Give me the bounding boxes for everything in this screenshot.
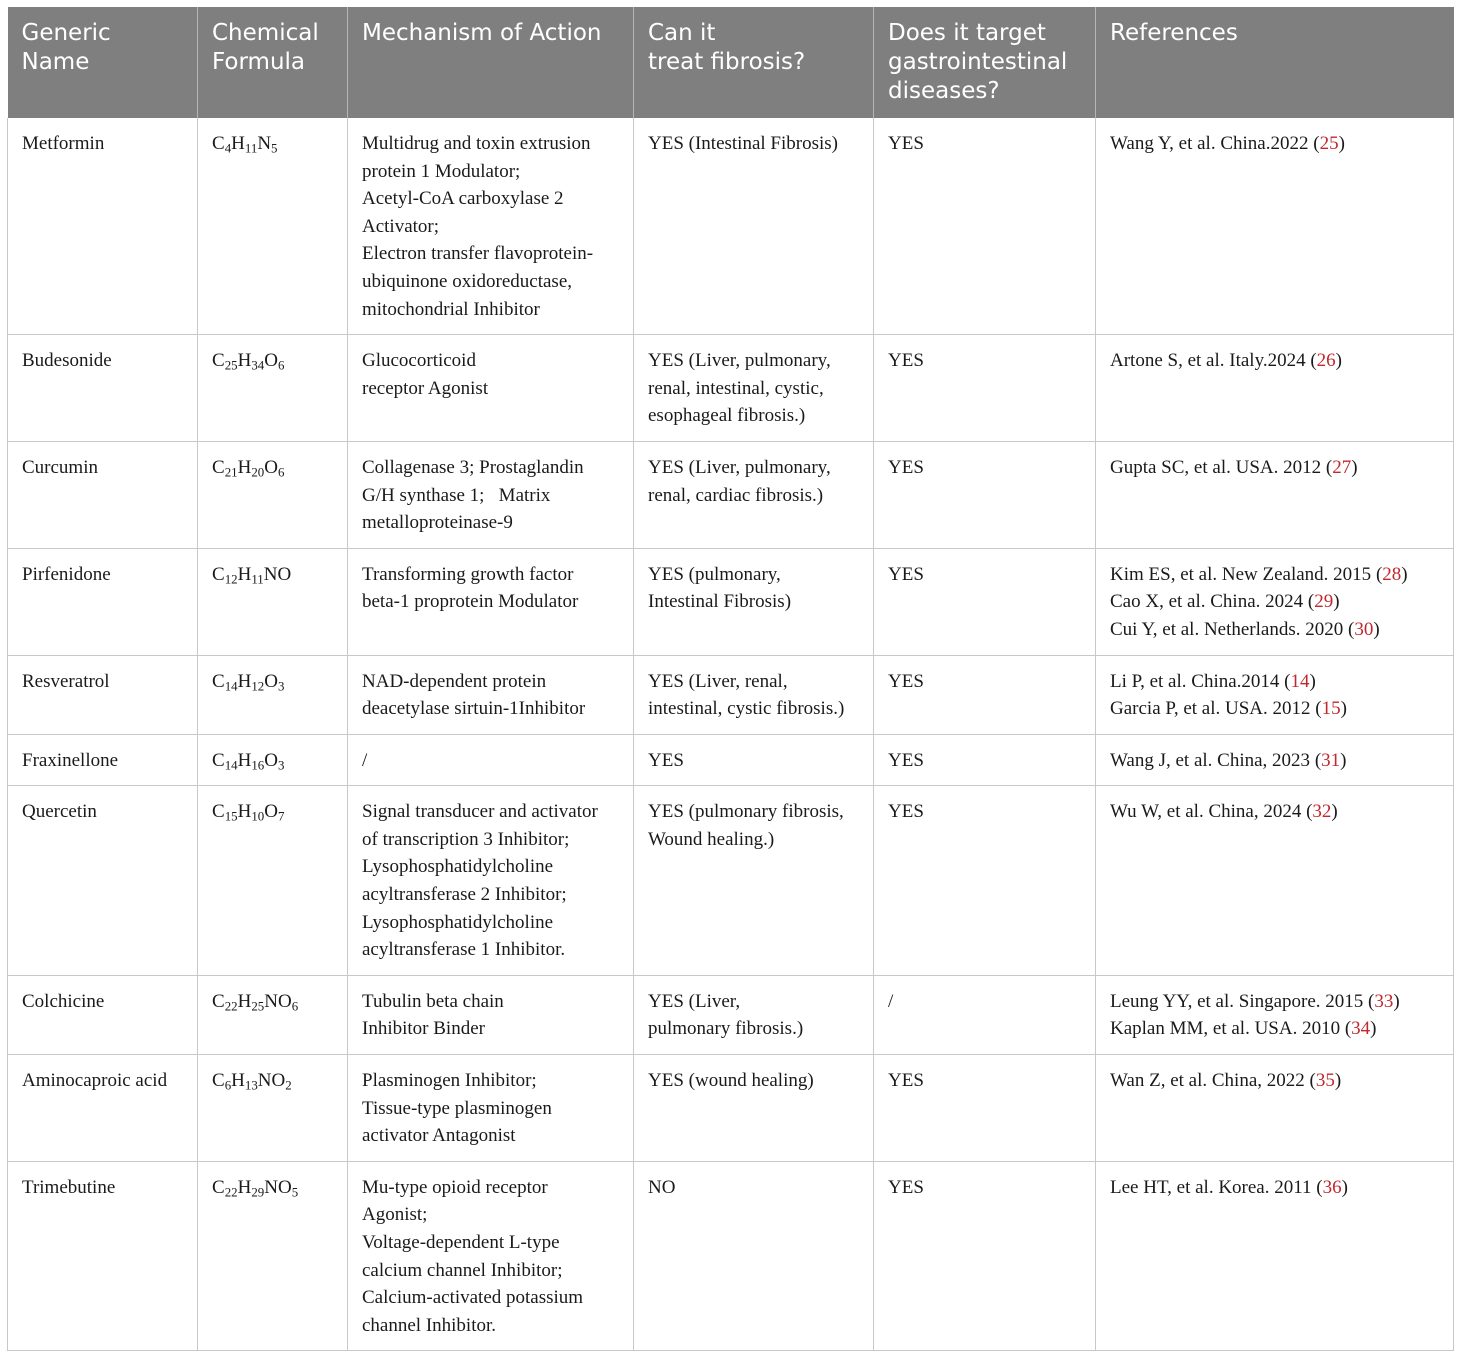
formula-element: C <box>212 563 225 585</box>
mechanism-line: Plasminogen Inhibitor; <box>362 1070 537 1092</box>
fibrosis-line: YES (wound healing) <box>648 1070 814 1092</box>
drug-name: Trimebutine <box>22 1176 116 1198</box>
cell-mechanism <box>348 734 634 786</box>
reference-text: Leung YY, et al. Singapore. 2015 <box>1110 990 1364 1012</box>
drug-name: Budesonide <box>22 350 112 372</box>
gi-target-value: YES <box>888 1176 924 1198</box>
chemical-formula <box>212 561 339 589</box>
formula-element: H <box>231 1070 245 1092</box>
cell-generic-name <box>8 441 198 548</box>
cell-chemical-formula <box>198 548 348 655</box>
fibrosis-line: YES (pulmonary fibrosis, <box>648 801 844 823</box>
drug-name: Fraxinellone <box>22 749 119 771</box>
fibrosis-line: intestinal, cystic fibrosis.) <box>648 698 845 720</box>
gi-target-value: YES <box>888 749 924 771</box>
formula-element: O <box>264 456 278 478</box>
mechanism-line: Collagenase 3; Prostaglandin <box>362 456 584 478</box>
header-references: References <box>1096 7 1454 118</box>
mechanism-line: Acetyl-CoA carboxylase 2 <box>362 188 564 210</box>
table-row <box>8 118 1454 335</box>
reference-text: Artone S, et al. Italy.2024 <box>1110 350 1306 372</box>
mechanism-line: Electron transfer flavoprotein- <box>362 243 594 265</box>
cell-mechanism <box>348 1161 634 1351</box>
mechanism-line: of transcription 3 Inhibitor; <box>362 828 570 850</box>
fibrosis-line: YES (Liver, pulmonary, <box>648 456 831 478</box>
reference-number-link[interactable]: 29 <box>1314 591 1334 613</box>
fibrosis-line: Intestinal Fibrosis) <box>648 591 792 613</box>
table-row <box>8 335 1454 442</box>
cell-generic-name <box>8 118 198 335</box>
fibrosis-line: YES (Liver, renal, <box>648 670 788 692</box>
formula-element: NO <box>264 990 292 1012</box>
mechanism-line: NAD-dependent protein <box>362 670 547 692</box>
fibrosis-line: renal, cardiac fibrosis.) <box>648 484 824 506</box>
chemical-formula <box>212 1174 339 1202</box>
mechanism-line: Tubulin beta chain <box>362 990 504 1012</box>
cell-generic-name <box>8 786 198 976</box>
mechanism-line: Multidrug and toxin extrusion <box>362 133 591 154</box>
cell-references <box>1096 734 1454 786</box>
formula-count: 6 <box>277 357 285 373</box>
reference-text: Wang Y, et al. China.2022 <box>1110 133 1309 154</box>
cell-gi-target <box>874 1161 1096 1351</box>
cell-treat-fibrosis <box>634 335 874 442</box>
fibrosis-line: esophageal fibrosis.) <box>648 405 806 427</box>
formula-element: O <box>264 749 278 771</box>
mechanism-line: Glucocorticoid <box>362 350 476 372</box>
formula-element: NO <box>257 1070 286 1092</box>
formula-element: O <box>264 801 278 823</box>
formula-count: 12 <box>251 678 265 694</box>
reference-text: Wan Z, et al. China, 2022 <box>1110 1070 1305 1092</box>
mechanism-line: ubiquinone oxidoreductase, <box>362 270 573 292</box>
reference-text: Kaplan MM, et al. USA. 2010 <box>1110 1018 1341 1040</box>
reference-line: Leung YY, et al. Singapore. 2015 (33) <box>1110 990 1400 1012</box>
mechanism-line: acyltransferase 1 Inhibitor. <box>362 939 566 961</box>
reference-text: Li P, et al. China.2014 <box>1110 670 1280 692</box>
cell-mechanism <box>348 335 634 442</box>
mechanism-line: G/H synthase 1; Matrix <box>362 484 551 506</box>
chemical-formula <box>212 1067 339 1095</box>
cell-mechanism <box>348 441 634 548</box>
reference-line: Artone S, et al. Italy.2024 (26) <box>1110 350 1342 372</box>
cell-gi-target <box>874 655 1096 734</box>
cell-mechanism <box>348 655 634 734</box>
formula-count: 11 <box>244 140 258 156</box>
formula-count: 11 <box>251 571 264 587</box>
formula-count: 6 <box>277 464 285 480</box>
cell-mechanism <box>348 1055 634 1162</box>
reference-number-link[interactable]: 31 <box>1321 749 1341 771</box>
mechanism-line: Voltage-dependent L-type <box>362 1232 560 1253</box>
cell-treat-fibrosis <box>634 786 874 976</box>
fibrosis-line: Wound healing.) <box>648 828 775 850</box>
fibrosis-line: YES (pulmonary, <box>648 563 781 585</box>
reference-number-link[interactable]: 14 <box>1290 670 1310 692</box>
reference-number-link[interactable]: 33 <box>1374 990 1394 1012</box>
drug-name: Quercetin <box>22 801 97 823</box>
gi-target-value: YES <box>888 456 924 478</box>
fibrosis-line: pulmonary fibrosis.) <box>648 1018 804 1040</box>
mechanism-line: metalloproteinase-9 <box>362 512 513 534</box>
cell-mechanism <box>348 975 634 1054</box>
reference-number-link[interactable]: 15 <box>1321 698 1341 720</box>
mechanism-line: protein 1 Modulator; <box>362 160 521 182</box>
cell-references <box>1096 441 1454 548</box>
chemical-formula <box>212 798 339 826</box>
reference-line: Garcia P, et al. USA. 2012 (15) <box>1110 698 1347 720</box>
formula-count: 22 <box>224 998 238 1014</box>
formula-count: 13 <box>244 1077 258 1093</box>
formula-element: C <box>212 350 225 372</box>
gi-target-value: / <box>888 990 894 1012</box>
reference-line: Wu W, et al. China, 2024 (32) <box>1110 801 1338 823</box>
cell-chemical-formula <box>198 655 348 734</box>
formula-element: H <box>237 350 252 372</box>
cell-references <box>1096 335 1454 442</box>
formula-count: 29 <box>251 1184 265 1200</box>
fibrosis-line: YES (Intestinal Fibrosis) <box>648 133 838 154</box>
formula-count: 10 <box>251 808 265 824</box>
chemical-formula <box>212 747 339 775</box>
mechanism-line: Agonist; <box>362 1204 428 1226</box>
formula-element: N <box>257 133 272 154</box>
table-body <box>8 118 1454 1351</box>
gi-target-value: YES <box>888 1070 924 1092</box>
drug-name: Aminocaproic acid <box>22 1070 168 1092</box>
table-row <box>8 441 1454 548</box>
cell-references <box>1096 118 1454 335</box>
drug-name: Pirfenidone <box>22 563 111 585</box>
mechanism-line: acyltransferase 2 Inhibitor; <box>362 884 567 906</box>
drug-name: Metformin <box>22 133 105 154</box>
reference-line: Kaplan MM, et al. USA. 2010 (34) <box>1110 1018 1377 1040</box>
mechanism-line: Activator; <box>362 215 440 237</box>
cell-gi-target <box>874 548 1096 655</box>
formula-element: H <box>237 563 252 585</box>
mechanism-line: Mu-type opioid receptor <box>362 1176 548 1198</box>
reference-number-link[interactable]: 25 <box>1319 133 1339 154</box>
reference-line: Kim ES, et al. New Zealand. 2015 (28) <box>1110 563 1408 585</box>
reference-number-link[interactable]: 26 <box>1316 350 1336 372</box>
mechanism-line: activator Antagonist <box>362 1125 516 1147</box>
formula-count: 14 <box>224 678 238 694</box>
formula-count: 14 <box>224 757 238 773</box>
cell-mechanism <box>348 118 634 335</box>
gi-target-value: YES <box>888 801 924 823</box>
reference-text: Kim ES, et al. New Zealand. 2015 <box>1110 563 1372 585</box>
mechanism-line: Tissue-type plasminogen <box>362 1097 552 1119</box>
cell-gi-target <box>874 118 1096 335</box>
formula-count: 7 <box>277 808 285 824</box>
header-targets-gi-diseases: Does it target gastrointestinal diseases? <box>874 7 1096 118</box>
chemical-formula <box>212 988 339 1016</box>
formula-count: 5 <box>271 140 278 156</box>
formula-count: 5 <box>291 1184 299 1200</box>
cell-treat-fibrosis <box>634 441 874 548</box>
reference-line: Cao X, et al. China. 2024 (29) <box>1110 591 1340 613</box>
mechanism-line: Calcium-activated potassium <box>362 1287 584 1309</box>
reference-number-link[interactable]: 34 <box>1351 1018 1371 1040</box>
reference-text: Wang J, et al. China, 2023 <box>1110 749 1311 771</box>
cell-chemical-formula <box>198 118 348 335</box>
table-header <box>8 7 1454 118</box>
mechanism-line: beta-1 proprotein Modulator <box>362 591 579 613</box>
reference-line: Wan Z, et al. China, 2022 (35) <box>1110 1070 1342 1092</box>
cell-references <box>1096 1055 1454 1162</box>
fibrosis-line: NO <box>648 1176 676 1198</box>
reference-number-link[interactable]: 36 <box>1322 1176 1342 1198</box>
cell-gi-target <box>874 975 1096 1054</box>
reference-text: Cui Y, et al. Netherlands. 2020 <box>1110 618 1344 640</box>
formula-element: C <box>212 801 225 823</box>
cell-treat-fibrosis <box>634 655 874 734</box>
reference-number-link[interactable]: 28 <box>1382 563 1402 585</box>
header-mechanism-of-action: Mechanism of Action <box>348 7 634 118</box>
cell-treat-fibrosis <box>634 118 874 335</box>
header-generic-name: Generic Name <box>8 7 198 118</box>
cell-chemical-formula <box>198 734 348 786</box>
fibrosis-line: renal, intestinal, cystic, <box>648 377 824 399</box>
cell-treat-fibrosis <box>634 975 874 1054</box>
formula-element: C <box>212 670 225 692</box>
formula-count: 6 <box>291 998 299 1014</box>
mechanism-line: calcium channel Inhibitor; <box>362 1259 563 1281</box>
chemical-formula <box>212 668 339 696</box>
formula-count: 15 <box>224 808 238 824</box>
mechanism-line: Transforming growth factor <box>362 563 574 585</box>
table-row <box>8 655 1454 734</box>
reference-text: Cao X, et al. China. 2024 <box>1110 591 1304 613</box>
formula-element: H <box>237 456 252 478</box>
formula-element: NO <box>264 1176 292 1198</box>
formula-element: H <box>237 670 252 692</box>
table-row <box>8 548 1454 655</box>
cell-generic-name <box>8 548 198 655</box>
table-row <box>8 786 1454 976</box>
cell-generic-name <box>8 975 198 1054</box>
gi-target-value: YES <box>888 670 924 692</box>
reference-line: Gupta SC, et al. USA. 2012 (27) <box>1110 456 1358 478</box>
formula-count: 6 <box>224 1077 232 1093</box>
mechanism-line: receptor Agonist <box>362 377 489 399</box>
cell-generic-name <box>8 335 198 442</box>
mechanism-line: mitochondrial Inhibitor <box>362 298 540 320</box>
formula-element: H <box>237 801 252 823</box>
drug-name: Colchicine <box>22 990 105 1012</box>
formula-count: 4 <box>224 140 232 156</box>
cell-references <box>1096 1161 1454 1351</box>
cell-chemical-formula <box>198 1161 348 1351</box>
formula-count: 20 <box>251 464 265 480</box>
fibrosis-line: YES (Liver, pulmonary, <box>648 350 831 372</box>
mechanism-line: Signal transducer and activator <box>362 801 598 823</box>
reference-line: Li P, et al. China.2014 (14) <box>1110 670 1316 692</box>
formula-element: C <box>212 133 225 154</box>
formula-element: C <box>212 1070 225 1092</box>
formula-element: NO <box>263 563 292 585</box>
cell-references <box>1096 786 1454 976</box>
fibrosis-line: YES (Liver, <box>648 990 741 1012</box>
drug-name: Curcumin <box>22 456 98 478</box>
reference-line: Wang J, et al. China, 2023 (31) <box>1110 749 1347 771</box>
cell-generic-name <box>8 1161 198 1351</box>
cell-mechanism <box>348 786 634 976</box>
formula-element: H <box>237 990 252 1012</box>
table-row <box>8 734 1454 786</box>
reference-text: Garcia P, et al. USA. 2012 <box>1110 698 1311 720</box>
cell-chemical-formula <box>198 975 348 1054</box>
gi-target-value: YES <box>888 133 924 154</box>
cell-gi-target <box>874 734 1096 786</box>
table-row <box>8 975 1454 1054</box>
formula-count: 16 <box>251 757 265 773</box>
cell-chemical-formula <box>198 335 348 442</box>
cell-gi-target <box>874 335 1096 442</box>
reference-number-link[interactable]: 27 <box>1332 456 1352 478</box>
cell-treat-fibrosis <box>634 1161 874 1351</box>
gi-target-value: YES <box>888 563 924 585</box>
formula-element: C <box>212 990 225 1012</box>
cell-gi-target <box>874 786 1096 976</box>
formula-count: 25 <box>224 357 238 373</box>
header-treat-fibrosis: Can it treat fibrosis? <box>634 7 874 118</box>
mechanism-line: Inhibitor Binder <box>362 1018 485 1040</box>
cell-chemical-formula <box>198 441 348 548</box>
formula-count: 3 <box>277 757 285 773</box>
cell-chemical-formula <box>198 1055 348 1162</box>
reference-number-link[interactable]: 30 <box>1354 618 1374 640</box>
formula-element: C <box>212 456 225 478</box>
formula-count: 21 <box>224 464 238 480</box>
chemical-formula <box>212 454 339 482</box>
formula-element: O <box>264 670 278 692</box>
header-row <box>8 7 1454 118</box>
mechanism-line: deacetylase sirtuin-1Inhibitor <box>362 698 586 720</box>
chemical-formula <box>212 130 339 158</box>
cell-generic-name <box>8 734 198 786</box>
drug-name: Resveratrol <box>22 670 110 692</box>
cell-references <box>1096 655 1454 734</box>
formula-count: 34 <box>251 357 265 373</box>
gi-target-value: YES <box>888 350 924 372</box>
formula-count: 22 <box>224 1184 238 1200</box>
cell-chemical-formula <box>198 786 348 976</box>
cell-generic-name <box>8 1055 198 1162</box>
cell-gi-target <box>874 441 1096 548</box>
mechanism-line: / <box>362 749 368 771</box>
formula-count: 3 <box>277 678 285 694</box>
cell-references <box>1096 548 1454 655</box>
formula-element: H <box>237 1176 252 1198</box>
reference-text: Gupta SC, et al. USA. 2012 <box>1110 456 1322 478</box>
table-row <box>8 1055 1454 1162</box>
reference-line: Wang Y, et al. China.2022 (25) <box>1110 133 1345 154</box>
header-chemical-formula: Chemical Formula <box>198 7 348 118</box>
reference-text: Lee HT, et al. Korea. 2011 <box>1110 1176 1312 1198</box>
reference-number-link[interactable]: 32 <box>1312 801 1332 823</box>
table-row <box>8 1161 1454 1351</box>
formula-count: 12 <box>224 571 238 587</box>
drug-table <box>7 7 1454 1351</box>
fibrosis-line: YES <box>648 749 684 771</box>
chemical-formula <box>212 347 339 375</box>
reference-line: Cui Y, et al. Netherlands. 2020 (30) <box>1110 618 1380 640</box>
cell-treat-fibrosis <box>634 1055 874 1162</box>
mechanism-line: channel Inhibitor. <box>362 1314 497 1336</box>
cell-references <box>1096 975 1454 1054</box>
mechanism-line: Lysophosphatidylcholine <box>362 911 554 933</box>
reference-text: Wu W, et al. China, 2024 <box>1110 801 1302 823</box>
formula-element: H <box>237 749 252 771</box>
formula-element: C <box>212 1176 225 1198</box>
reference-line: Lee HT, et al. Korea. 2011 (36) <box>1110 1176 1348 1198</box>
cell-gi-target <box>874 1055 1096 1162</box>
formula-element: H <box>231 133 245 154</box>
mechanism-line: Lysophosphatidylcholine <box>362 856 554 878</box>
cell-mechanism <box>348 548 634 655</box>
cell-treat-fibrosis <box>634 734 874 786</box>
reference-number-link[interactable]: 35 <box>1315 1070 1335 1092</box>
formula-element: O <box>264 350 278 372</box>
formula-count: 25 <box>251 998 265 1014</box>
cell-treat-fibrosis <box>634 548 874 655</box>
formula-element: C <box>212 749 225 771</box>
formula-count: 2 <box>285 1077 292 1093</box>
cell-generic-name <box>8 655 198 734</box>
